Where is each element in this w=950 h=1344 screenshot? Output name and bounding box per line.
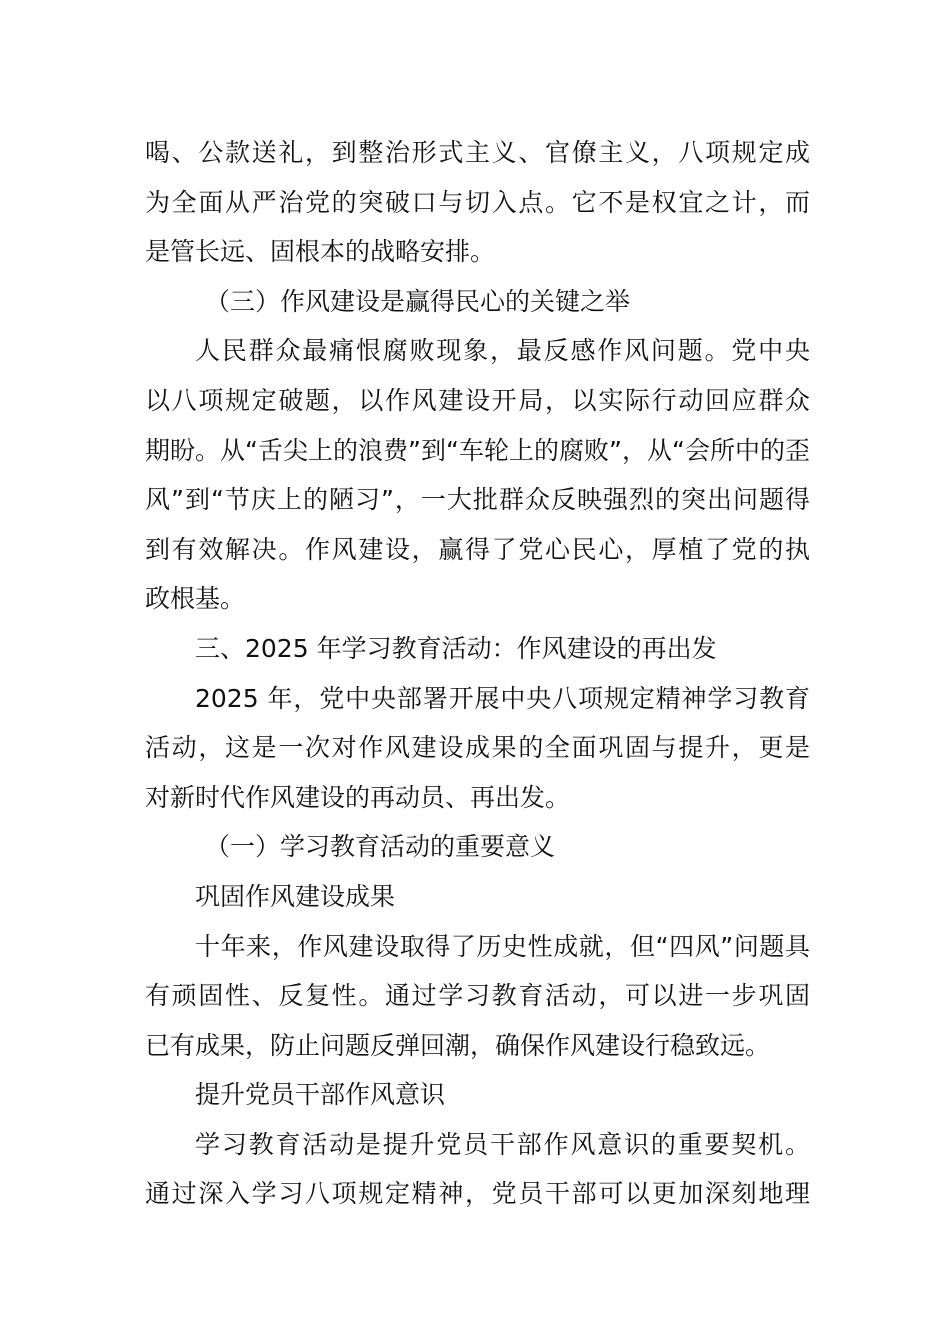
text-line: 人民群众最痛恨腐败现象，最反感作风问题。党中央: [195, 336, 810, 366]
text-line: 对新时代作风建设的再动员、再出发。: [145, 782, 571, 812]
text-line: 学习教育活动是提升党员干部作风意识的重要契机。: [195, 1129, 810, 1159]
text-line: 到有效解决。作风建设，赢得了党心民心，厚植了党的执: [145, 534, 810, 564]
subheading: 提升党员干部作风意识: [195, 1080, 446, 1110]
body-text: [145, 128, 810, 1219]
subheading: 巩固作风建设成果: [195, 881, 396, 911]
text-line: 活动，这是一次对作风建设成果的全面巩固与提升，更是: [145, 733, 810, 763]
text-line: 风”到“节庆上的陋习”，一大批群众反映强烈的突出问题得: [145, 485, 810, 515]
text-line: 已有成果，防止问题反弹回潮，确保作风建设行稳致远。: [145, 1030, 771, 1060]
subheading: （一）学习教育活动的重要意义: [205, 832, 556, 862]
section-heading: 三、2025 年学习教育活动：作风建设的再出发: [195, 633, 717, 663]
text-line: 是管长远、固根本的战略安排。: [145, 237, 496, 267]
text-line: 2025 年，党中央部署开展中央八项规定精神学习教育: [195, 683, 810, 713]
text-line: 政根基。: [145, 584, 246, 614]
text-line: 期盼。从“舌尖上的浪费”到“车轮上的腐败”，从“会所中的歪: [145, 435, 810, 465]
text-line: 通过深入学习八项规定精神，党员干部可以更加深刻地理: [145, 1179, 810, 1209]
text-line: 为全面从严治党的突破口与切入点。它不是权宜之计，而: [145, 187, 810, 217]
text-line: 十年来，作风建设取得了历史性成就，但“四风”问题具: [195, 931, 810, 961]
text-line: 有顽固性、反复性。通过学习教育活动，可以进一步巩固: [145, 981, 810, 1011]
subheading: （三）作风建设是赢得民心的关键之举: [205, 286, 631, 316]
text-line: 喝、公款送礼，到整治形式主义、官僚主义，八项规定成: [145, 138, 810, 167]
text-line: 以八项规定破题，以作风建设开局，以实际行动回应群众: [145, 385, 810, 415]
